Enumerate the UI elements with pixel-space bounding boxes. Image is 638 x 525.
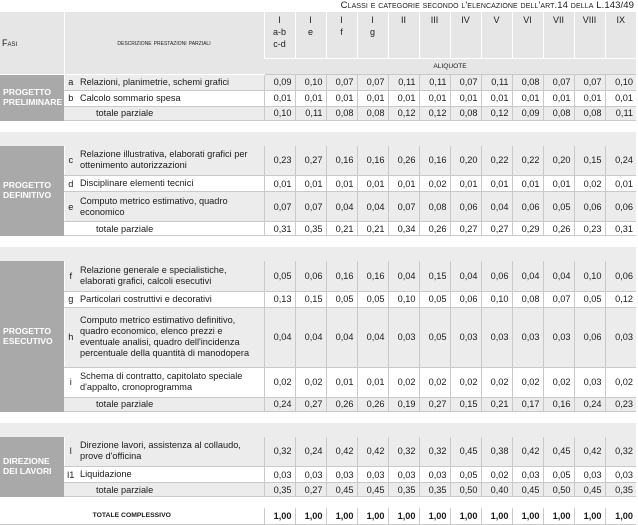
- value-cell: 0,04: [481, 192, 512, 222]
- value-cell: 0,21: [326, 222, 357, 236]
- row-description: Computo metrico estimativo definitivo, quadro economico, elenco prezzi e eventuale analisi, quadro dell'incidenza percentuale della quantità di manodopera: [77, 307, 264, 367]
- value-cell: 0,07: [388, 192, 419, 222]
- value-cell: 1,00: [481, 508, 512, 524]
- value-cell: 0,10: [605, 74, 636, 90]
- value-cell: 0,50: [543, 483, 574, 497]
- value-cell: 0,06: [512, 192, 543, 222]
- phase-label: DIREZIONE DEI LAVORI: [0, 437, 64, 497]
- value-cell: 0,10: [295, 74, 326, 90]
- phase-label: PROGETTO ESECUTIVO: [0, 261, 64, 411]
- value-cell: 0,04: [512, 261, 543, 291]
- value-cell: 0,45: [543, 437, 574, 467]
- value-cell: 0,23: [574, 222, 605, 236]
- value-cell: 0,03: [512, 307, 543, 367]
- value-cell: 0,27: [450, 222, 481, 236]
- value-cell: 0,26: [543, 222, 574, 236]
- value-cell: 0,23: [605, 397, 636, 411]
- value-cell: 0,10: [481, 291, 512, 307]
- value-cell: 0,26: [357, 397, 388, 411]
- row-description: Computo metrico estimativo, quadro economico: [77, 192, 264, 222]
- value-cell: 0,24: [264, 397, 295, 411]
- value-cell: 0,08: [419, 192, 450, 222]
- value-cell: 0,01: [605, 176, 636, 192]
- value-cell: 0,27: [295, 146, 326, 176]
- value-cell: 0,01: [543, 90, 574, 106]
- value-cell: 0,27: [295, 397, 326, 411]
- value-cell: 0,16: [357, 261, 388, 291]
- value-cell: 0,06: [574, 192, 605, 222]
- value-cell: 0,04: [295, 307, 326, 367]
- row-letter: f: [64, 261, 77, 291]
- value-cell: 0,03: [481, 307, 512, 367]
- table-row: [0, 367, 636, 397]
- row-letter: b: [64, 90, 77, 106]
- value-cell: 0,42: [512, 437, 543, 467]
- fasi-header: Fasi: [0, 12, 64, 74]
- value-cell: 0,13: [264, 291, 295, 307]
- spacer-row: [0, 423, 636, 437]
- class-header: VII: [543, 12, 574, 58]
- value-cell: 0,08: [543, 106, 574, 120]
- value-cell: 0,26: [388, 146, 419, 176]
- value-cell: 0,10: [264, 106, 295, 120]
- row-description: Particolari costruttivi e decorativi: [77, 291, 264, 307]
- row-letter: c: [64, 146, 77, 176]
- value-cell: 0,03: [295, 467, 326, 483]
- row-letter: e: [64, 192, 77, 222]
- value-cell: 1,00: [295, 508, 326, 524]
- class-header: V: [481, 12, 512, 58]
- value-cell: 0,01: [295, 176, 326, 192]
- value-cell: 0,03: [543, 307, 574, 367]
- value-cell: 0,06: [481, 261, 512, 291]
- value-cell: 0,07: [574, 74, 605, 90]
- value-cell: 0,26: [419, 222, 450, 236]
- value-cell: 0,04: [357, 192, 388, 222]
- value-cell: 0,05: [450, 467, 481, 483]
- value-cell: 0,01: [357, 176, 388, 192]
- value-cell: 0,01: [512, 176, 543, 192]
- value-cell: 0,07: [450, 74, 481, 90]
- value-cell: 0,02: [481, 467, 512, 483]
- value-cell: 0,02: [264, 367, 295, 397]
- value-cell: 0,05: [543, 192, 574, 222]
- table-caption: Classi e categorie secondo l'elencazione dell'art.14 della L.143/49: [340, 0, 634, 11]
- value-cell: 0,31: [264, 222, 295, 236]
- value-cell: 0,03: [450, 307, 481, 367]
- value-cell: 0,01: [543, 176, 574, 192]
- spacer-row: [0, 411, 636, 423]
- table-body: [0, 74, 636, 524]
- subtotal-label: totale parziale: [64, 222, 264, 236]
- value-cell: 0,05: [543, 467, 574, 483]
- subtotal-label: totale parziale: [64, 483, 264, 497]
- table-row: [0, 146, 636, 176]
- class-header: VIII: [574, 12, 605, 58]
- subtotal-row: [0, 397, 636, 411]
- value-cell: 0,01: [419, 90, 450, 106]
- value-cell: 0,11: [481, 74, 512, 90]
- value-cell: 0,45: [574, 483, 605, 497]
- spacer-row: [0, 120, 636, 132]
- value-cell: 0,01: [512, 90, 543, 106]
- value-cell: 0,42: [326, 437, 357, 467]
- value-cell: 1,00: [388, 508, 419, 524]
- value-cell: 0,35: [419, 483, 450, 497]
- value-cell: 0,02: [295, 367, 326, 397]
- value-cell: 0,20: [543, 146, 574, 176]
- value-cell: 0,11: [388, 74, 419, 90]
- spacer-row: [0, 132, 636, 146]
- row-description: Relazioni, planimetrie, schemi grafici: [77, 74, 264, 90]
- value-cell: 0,01: [326, 367, 357, 397]
- value-cell: 0,03: [388, 307, 419, 367]
- value-cell: 0,03: [388, 467, 419, 483]
- value-cell: 0,35: [605, 483, 636, 497]
- value-cell: 0,02: [512, 367, 543, 397]
- class-header: I e: [295, 12, 326, 58]
- subtotal-row: [0, 222, 636, 236]
- subtotal-row: [0, 106, 636, 120]
- value-cell: 0,03: [419, 467, 450, 483]
- class-header: IV: [450, 12, 481, 58]
- value-cell: 0,45: [326, 483, 357, 497]
- value-cell: 0,23: [264, 146, 295, 176]
- value-cell: 0,35: [264, 483, 295, 497]
- subtotal-label: totale parziale: [64, 106, 264, 120]
- value-cell: 0,11: [605, 106, 636, 120]
- value-cell: 0,50: [450, 483, 481, 497]
- value-cell: 0,06: [295, 261, 326, 291]
- value-cell: 0,01: [357, 367, 388, 397]
- value-cell: 0,07: [543, 74, 574, 90]
- value-cell: 0,16: [419, 146, 450, 176]
- value-cell: 0,40: [481, 483, 512, 497]
- value-cell: 0,09: [512, 106, 543, 120]
- value-cell: 0,38: [481, 437, 512, 467]
- row-description: Direzione lavori, assistenza al collaudo, prove d'officina: [77, 437, 264, 467]
- spacer-row: [0, 247, 636, 261]
- value-cell: 1,00: [419, 508, 450, 524]
- value-cell: 0,35: [295, 222, 326, 236]
- value-cell: 0,03: [357, 467, 388, 483]
- value-cell: 0,01: [295, 90, 326, 106]
- value-cell: 0,10: [388, 291, 419, 307]
- value-cell: 0,03: [264, 467, 295, 483]
- table-row: [0, 90, 636, 106]
- value-cell: 0,08: [357, 106, 388, 120]
- value-cell: 0,01: [605, 90, 636, 106]
- value-cell: 0,27: [419, 397, 450, 411]
- value-cell: 0,09: [264, 74, 295, 90]
- value-cell: 0,02: [574, 176, 605, 192]
- table-row: [0, 74, 636, 90]
- aliquote-label: ALIQUOTE: [264, 58, 636, 74]
- value-cell: 0,03: [574, 367, 605, 397]
- value-cell: 0,01: [388, 176, 419, 192]
- table-row: [0, 291, 636, 307]
- value-cell: 0,07: [543, 291, 574, 307]
- class-header: I a-b c-d: [264, 12, 295, 58]
- value-cell: 0,06: [450, 291, 481, 307]
- table-row: [0, 467, 636, 483]
- value-cell: 0,27: [481, 222, 512, 236]
- value-cell: 0,01: [326, 176, 357, 192]
- class-header: I g: [357, 12, 388, 58]
- value-cell: 0,07: [357, 74, 388, 90]
- row-letter: d: [64, 176, 77, 192]
- row-description: Relazione illustrativa, elaborati grafici per ottenimento autorizzazioni: [77, 146, 264, 176]
- row-letter: g: [64, 291, 77, 307]
- value-cell: 1,00: [357, 508, 388, 524]
- value-cell: 1,00: [512, 508, 543, 524]
- value-cell: 0,35: [388, 483, 419, 497]
- value-cell: 0,08: [326, 106, 357, 120]
- value-cell: 0,45: [512, 483, 543, 497]
- row-letter: h: [64, 307, 77, 367]
- row-letter: i: [64, 367, 77, 397]
- row-description: Disciplinare elementi tecnici: [77, 176, 264, 192]
- value-cell: 0,42: [357, 437, 388, 467]
- value-cell: 0,02: [605, 367, 636, 397]
- value-cell: 0,16: [357, 146, 388, 176]
- value-cell: 0,16: [326, 146, 357, 176]
- value-cell: 0,04: [326, 192, 357, 222]
- value-cell: 0,31: [605, 222, 636, 236]
- value-cell: 0,15: [574, 146, 605, 176]
- value-cell: 0,01: [574, 90, 605, 106]
- value-cell: 1,00: [543, 508, 574, 524]
- spacer-row: [0, 497, 636, 509]
- value-cell: 0,11: [419, 74, 450, 90]
- table-row: [0, 261, 636, 291]
- value-cell: 0,04: [543, 261, 574, 291]
- value-cell: 0,07: [264, 192, 295, 222]
- value-cell: 0,02: [450, 367, 481, 397]
- value-cell: 0,04: [326, 307, 357, 367]
- value-cell: 0,02: [543, 367, 574, 397]
- row-letter: a: [64, 74, 77, 90]
- value-cell: 0,11: [295, 106, 326, 120]
- class-header: IX: [605, 12, 636, 58]
- value-cell: 0,02: [419, 176, 450, 192]
- value-cell: 0,03: [512, 467, 543, 483]
- value-cell: 0,17: [512, 397, 543, 411]
- value-cell: 0,16: [543, 397, 574, 411]
- value-cell: 1,00: [605, 508, 636, 524]
- value-cell: 0,05: [357, 291, 388, 307]
- value-cell: 0,15: [295, 291, 326, 307]
- value-cell: 0,32: [605, 437, 636, 467]
- value-cell: 0,24: [605, 146, 636, 176]
- value-cell: 0,26: [326, 397, 357, 411]
- value-cell: 0,01: [481, 176, 512, 192]
- value-cell: 0,02: [481, 367, 512, 397]
- table-row: [0, 437, 636, 467]
- value-cell: 0,08: [512, 74, 543, 90]
- value-cell: 0,05: [419, 291, 450, 307]
- value-cell: 0,06: [605, 261, 636, 291]
- value-cell: 0,12: [481, 106, 512, 120]
- row-description: Relazione generale e specialistiche, elaborati grafici, calcoli esecutivi: [77, 261, 264, 291]
- value-cell: 0,04: [264, 307, 295, 367]
- value-cell: 0,01: [388, 90, 419, 106]
- value-cell: 0,34: [388, 222, 419, 236]
- value-cell: 0,22: [481, 146, 512, 176]
- value-cell: 0,05: [574, 291, 605, 307]
- value-cell: 0,06: [450, 192, 481, 222]
- value-cell: 0,22: [512, 146, 543, 176]
- class-header: III: [419, 12, 450, 58]
- value-cell: 0,05: [326, 291, 357, 307]
- value-cell: 0,12: [419, 106, 450, 120]
- class-header: VI: [512, 12, 543, 58]
- value-cell: 0,01: [264, 176, 295, 192]
- description-header: descrizione prestazioni parziali: [64, 12, 264, 74]
- row-description: Calcolo sommario spesa: [77, 90, 264, 106]
- value-cell: 0,08: [574, 106, 605, 120]
- value-cell: 0,24: [574, 397, 605, 411]
- subtotal-label: totale parziale: [64, 397, 264, 411]
- value-cell: 0,08: [512, 291, 543, 307]
- value-cell: 0,07: [295, 192, 326, 222]
- spacer-row: [0, 236, 636, 248]
- value-cell: 0,16: [326, 261, 357, 291]
- value-cell: 0,01: [326, 90, 357, 106]
- value-cell: 1,00: [326, 508, 357, 524]
- row-letter: l1: [64, 467, 77, 483]
- row-description: Liquidazione: [77, 467, 264, 483]
- value-cell: 0,08: [450, 106, 481, 120]
- value-cell: 0,01: [264, 90, 295, 106]
- value-cell: 0,42: [574, 437, 605, 467]
- value-cell: 0,01: [481, 90, 512, 106]
- value-cell: 0,10: [574, 261, 605, 291]
- value-cell: 0,45: [357, 483, 388, 497]
- value-cell: 0,06: [574, 307, 605, 367]
- table-row: [0, 307, 636, 367]
- value-cell: 0,01: [450, 90, 481, 106]
- value-cell: 0,32: [419, 437, 450, 467]
- value-cell: 0,03: [326, 467, 357, 483]
- value-cell: 0,01: [450, 176, 481, 192]
- value-cell: 0,04: [450, 261, 481, 291]
- class-header: I f: [326, 12, 357, 58]
- value-cell: 0,12: [388, 106, 419, 120]
- value-cell: 1,00: [574, 508, 605, 524]
- grand-total-label: TOTALE COMPLESSIVO: [0, 508, 264, 524]
- subtotal-row: [0, 483, 636, 497]
- value-cell: 0,03: [574, 467, 605, 483]
- value-cell: 1,00: [450, 508, 481, 524]
- value-cell: 0,32: [264, 437, 295, 467]
- value-cell: 0,12: [605, 291, 636, 307]
- header-row: [0, 12, 636, 58]
- value-cell: 0,04: [357, 307, 388, 367]
- row-description: Schema di contratto, capitolato speciale d'appalto, cronoprogramma: [77, 367, 264, 397]
- value-cell: 0,24: [295, 437, 326, 467]
- phase-label: PROGETTO DEFINITIVO: [0, 146, 64, 236]
- value-cell: 0,07: [326, 74, 357, 90]
- value-cell: 0,04: [388, 261, 419, 291]
- value-cell: 0,02: [388, 367, 419, 397]
- value-cell: 0,29: [512, 222, 543, 236]
- value-cell: 0,05: [419, 307, 450, 367]
- value-cell: 1,00: [264, 508, 295, 524]
- value-cell: 0,15: [450, 397, 481, 411]
- class-header: II: [388, 12, 419, 58]
- value-cell: 0,03: [605, 307, 636, 367]
- value-cell: 0,45: [450, 437, 481, 467]
- value-cell: 0,02: [419, 367, 450, 397]
- value-cell: 0,21: [357, 222, 388, 236]
- table-row: [0, 192, 636, 222]
- fees-table: [0, 12, 636, 525]
- value-cell: 0,19: [388, 397, 419, 411]
- value-cell: 0,20: [450, 146, 481, 176]
- value-cell: 0,01: [357, 90, 388, 106]
- value-cell: 0,06: [605, 192, 636, 222]
- value-cell: 0,32: [388, 437, 419, 467]
- value-cell: 0,21: [481, 397, 512, 411]
- value-cell: 0,03: [605, 467, 636, 483]
- row-letter: l: [64, 437, 77, 467]
- value-cell: 0,05: [264, 261, 295, 291]
- phase-label: PROGETTO PRELIMINARE: [0, 74, 64, 120]
- value-cell: 0,27: [295, 483, 326, 497]
- table-row: [0, 176, 636, 192]
- value-cell: 0,15: [419, 261, 450, 291]
